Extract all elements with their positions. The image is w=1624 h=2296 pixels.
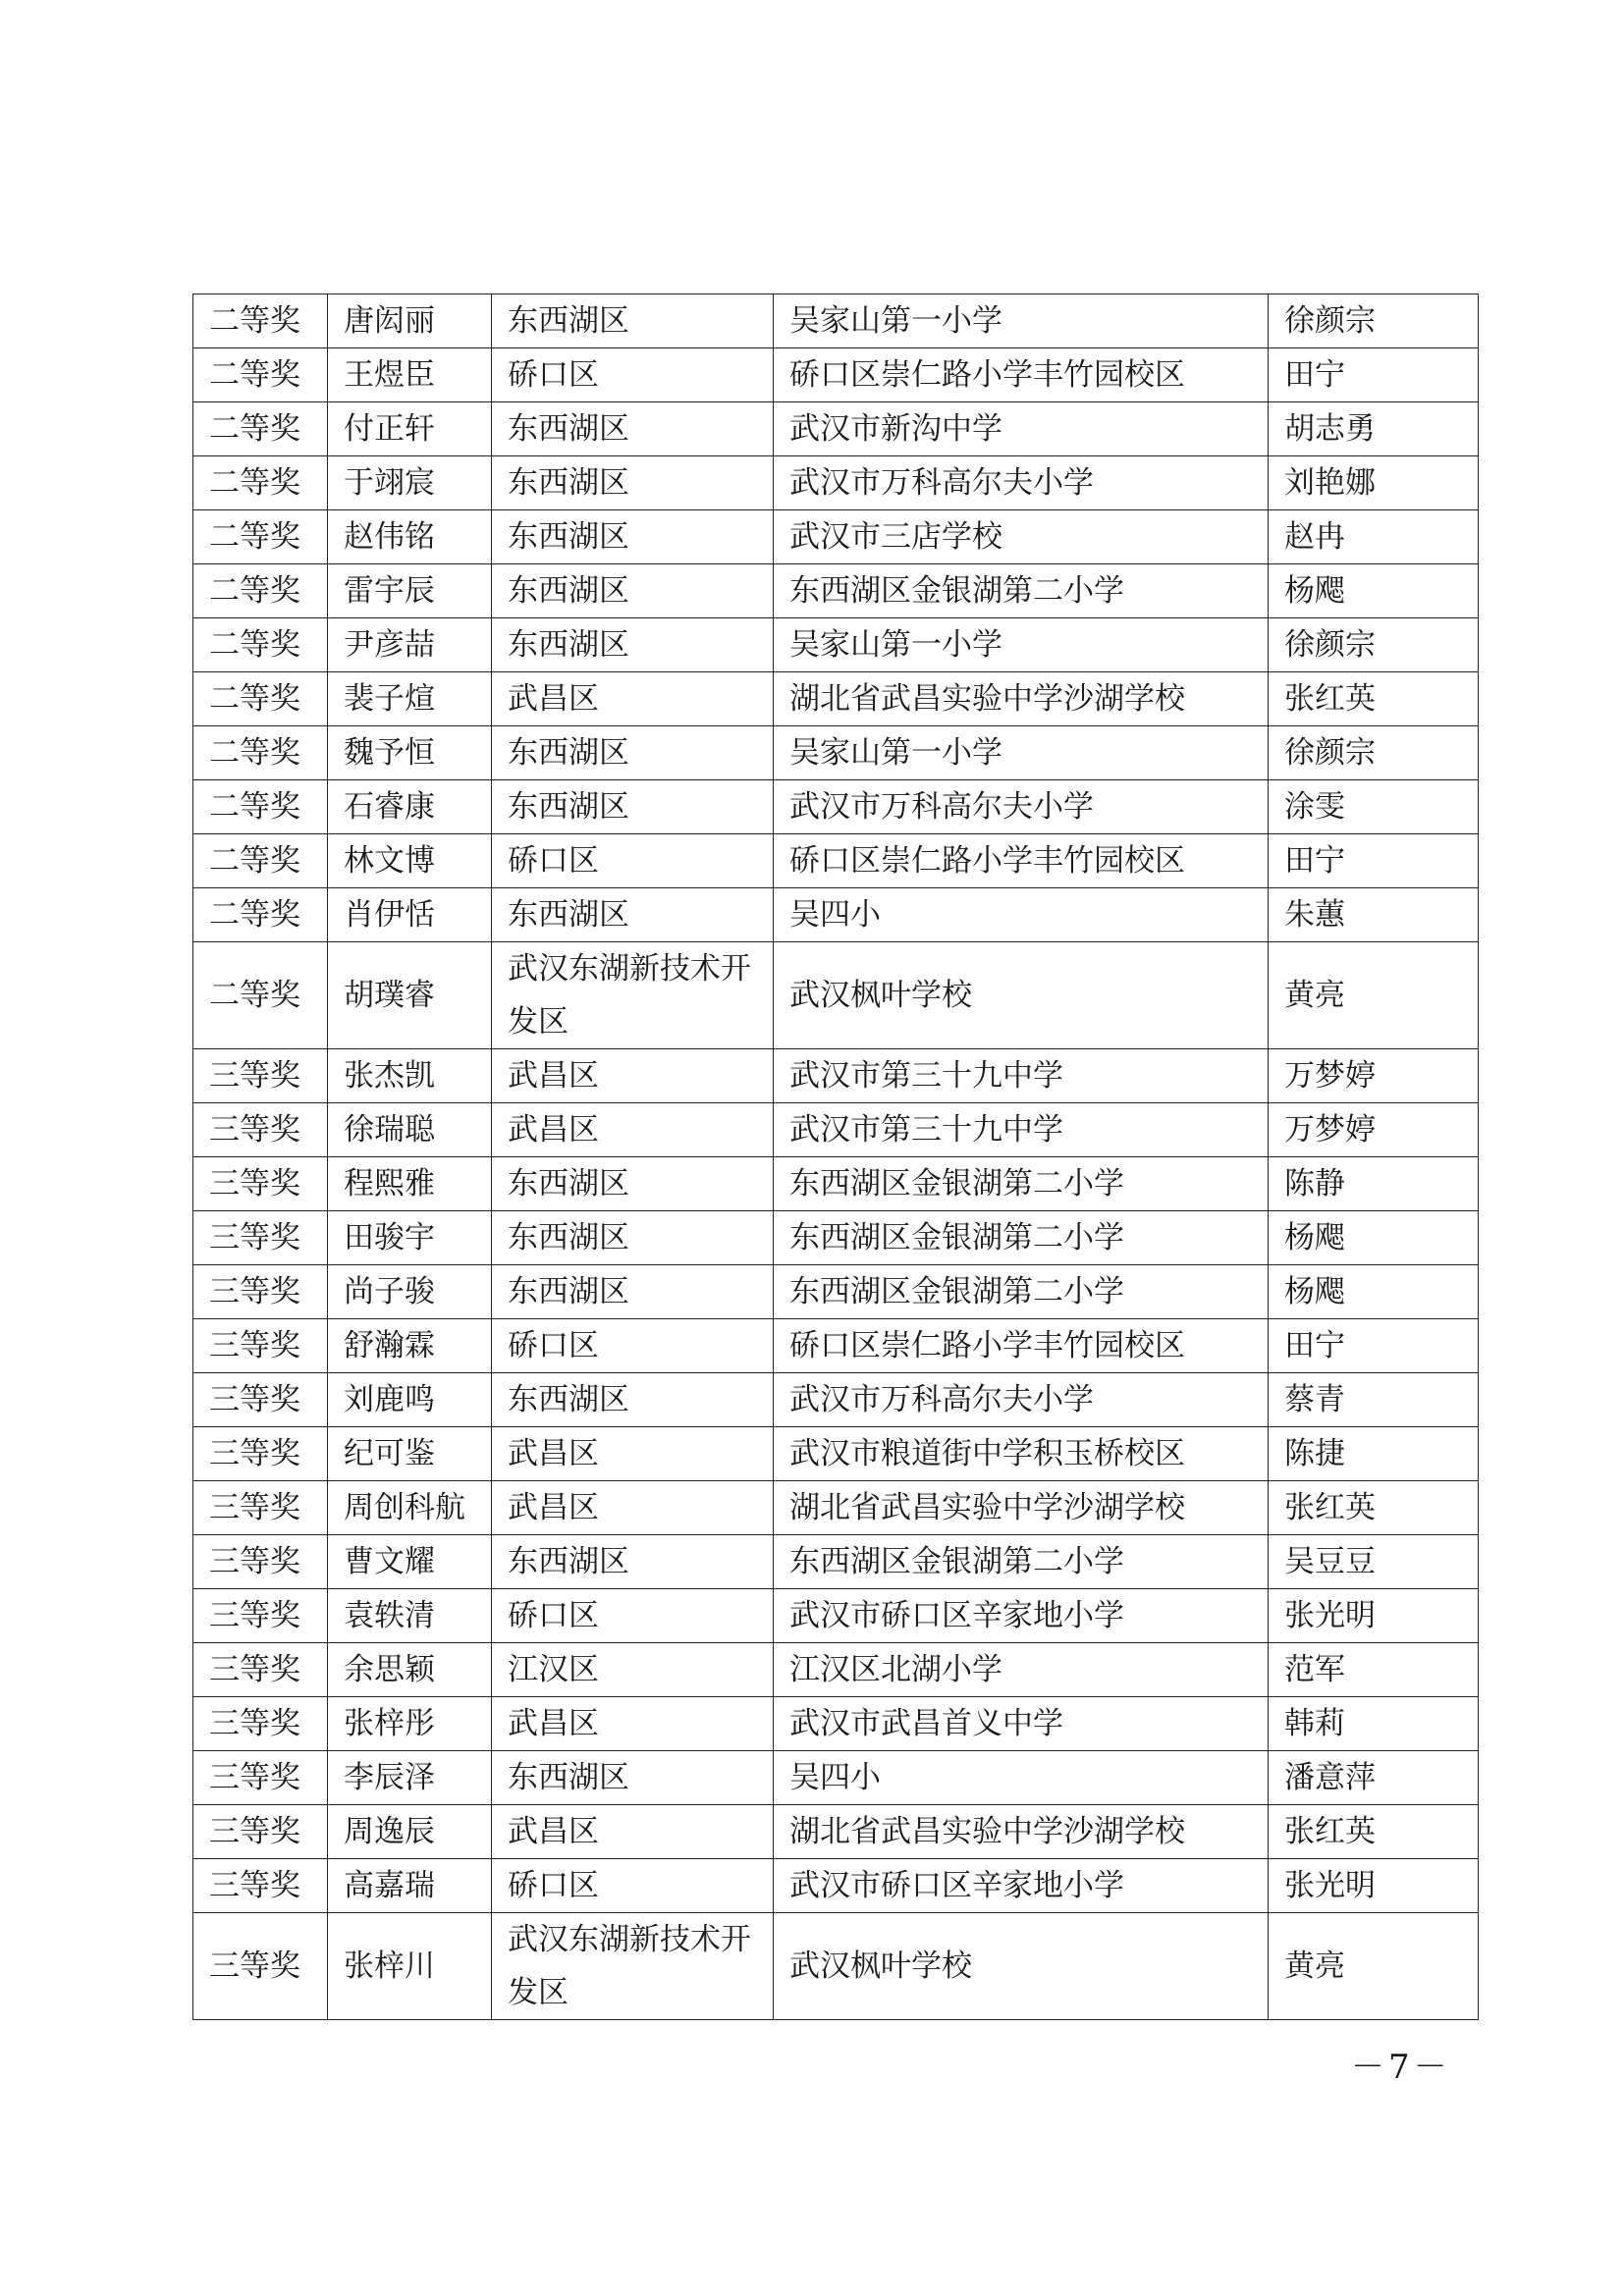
district-cell: 武昌区 bbox=[492, 1697, 774, 1751]
student-name-cell: 肖伊恬 bbox=[328, 888, 492, 942]
award-level-cell: 三等奖 bbox=[193, 1697, 328, 1751]
district-cell: 武汉东湖新技术开发区 bbox=[492, 942, 774, 1049]
student-name-cell: 付正轩 bbox=[328, 402, 492, 456]
table-row bbox=[193, 1265, 1479, 1319]
table-row bbox=[193, 456, 1479, 510]
table-row bbox=[193, 1049, 1479, 1103]
school-cell: 吴四小 bbox=[774, 888, 1269, 942]
student-name-cell: 裴子煊 bbox=[328, 672, 492, 726]
student-name-cell: 程熙雅 bbox=[328, 1157, 492, 1211]
table-row bbox=[193, 672, 1479, 726]
student-name-cell: 胡璞睿 bbox=[328, 942, 492, 1049]
teacher-cell: 吴豆豆 bbox=[1269, 1535, 1479, 1589]
award-level-cell: 三等奖 bbox=[193, 1913, 328, 2020]
teacher-cell: 黄亮 bbox=[1269, 1913, 1479, 2020]
school-cell: 硚口区崇仁路小学丰竹园校区 bbox=[774, 348, 1269, 402]
award-level-cell: 二等奖 bbox=[193, 780, 328, 834]
table-row bbox=[193, 402, 1479, 456]
award-level-cell: 二等奖 bbox=[193, 888, 328, 942]
school-cell: 硚口区崇仁路小学丰竹园校区 bbox=[774, 834, 1269, 888]
teacher-cell: 刘艳娜 bbox=[1269, 456, 1479, 510]
school-cell: 硚口区崇仁路小学丰竹园校区 bbox=[774, 1319, 1269, 1373]
district-cell: 东西湖区 bbox=[492, 510, 774, 564]
district-cell: 东西湖区 bbox=[492, 1157, 774, 1211]
table-row bbox=[193, 1859, 1479, 1913]
district-cell: 硚口区 bbox=[492, 834, 774, 888]
school-cell: 东西湖区金银湖第二小学 bbox=[774, 564, 1269, 618]
district-cell: 东西湖区 bbox=[492, 780, 774, 834]
district-cell: 武昌区 bbox=[492, 1103, 774, 1157]
teacher-cell: 徐颜宗 bbox=[1269, 618, 1479, 672]
student-name-cell: 雷宇辰 bbox=[328, 564, 492, 618]
school-cell: 东西湖区金银湖第二小学 bbox=[774, 1211, 1269, 1265]
award-level-cell: 二等奖 bbox=[193, 294, 328, 348]
student-name-cell: 李辰泽 bbox=[328, 1751, 492, 1805]
school-cell: 武汉市三店学校 bbox=[774, 510, 1269, 564]
award-level-cell: 二等奖 bbox=[193, 942, 328, 1049]
district-cell: 东西湖区 bbox=[492, 564, 774, 618]
student-name-cell: 高嘉瑞 bbox=[328, 1859, 492, 1913]
school-cell: 吴家山第一小学 bbox=[774, 726, 1269, 780]
award-level-cell: 三等奖 bbox=[193, 1481, 328, 1535]
teacher-cell: 黄亮 bbox=[1269, 942, 1479, 1049]
table-row bbox=[193, 1157, 1479, 1211]
district-cell: 硚口区 bbox=[492, 1589, 774, 1643]
teacher-cell: 韩莉 bbox=[1269, 1697, 1479, 1751]
district-cell: 武昌区 bbox=[492, 1049, 774, 1103]
table-row bbox=[193, 1481, 1479, 1535]
school-cell: 江汉区北湖小学 bbox=[774, 1643, 1269, 1697]
award-level-cell: 二等奖 bbox=[193, 726, 328, 780]
teacher-cell: 涂雯 bbox=[1269, 780, 1479, 834]
district-cell: 武昌区 bbox=[492, 1805, 774, 1859]
teacher-cell: 朱蕙 bbox=[1269, 888, 1479, 942]
teacher-cell: 徐颜宗 bbox=[1269, 726, 1479, 780]
table-row bbox=[193, 1103, 1479, 1157]
table-row bbox=[193, 942, 1479, 1049]
teacher-cell: 杨飔 bbox=[1269, 564, 1479, 618]
district-cell: 武昌区 bbox=[492, 1481, 774, 1535]
student-name-cell: 舒瀚霖 bbox=[328, 1319, 492, 1373]
student-name-cell: 唐闳丽 bbox=[328, 294, 492, 348]
award-level-cell: 三等奖 bbox=[193, 1157, 328, 1211]
award-level-cell: 三等奖 bbox=[193, 1535, 328, 1589]
student-name-cell: 曹文耀 bbox=[328, 1535, 492, 1589]
school-cell: 吴家山第一小学 bbox=[774, 618, 1269, 672]
district-cell: 东西湖区 bbox=[492, 456, 774, 510]
award-level-cell: 三等奖 bbox=[193, 1805, 328, 1859]
award-level-cell: 二等奖 bbox=[193, 564, 328, 618]
table-row bbox=[193, 564, 1479, 618]
teacher-cell: 田宁 bbox=[1269, 348, 1479, 402]
teacher-cell: 张光明 bbox=[1269, 1589, 1479, 1643]
table-row bbox=[193, 618, 1479, 672]
school-cell: 吴家山第一小学 bbox=[774, 294, 1269, 348]
student-name-cell: 袁轶清 bbox=[328, 1589, 492, 1643]
school-cell: 武汉市万科高尔夫小学 bbox=[774, 780, 1269, 834]
teacher-cell: 徐颜宗 bbox=[1269, 294, 1479, 348]
teacher-cell: 陈静 bbox=[1269, 1157, 1479, 1211]
school-cell: 武汉市万科高尔夫小学 bbox=[774, 1373, 1269, 1427]
district-cell: 东西湖区 bbox=[492, 402, 774, 456]
award-level-cell: 三等奖 bbox=[193, 1589, 328, 1643]
teacher-cell: 万梦婷 bbox=[1269, 1103, 1479, 1157]
school-cell: 东西湖区金银湖第二小学 bbox=[774, 1535, 1269, 1589]
district-cell: 江汉区 bbox=[492, 1643, 774, 1697]
teacher-cell: 蔡青 bbox=[1269, 1373, 1479, 1427]
district-cell: 武汉东湖新技术开发区 bbox=[492, 1913, 774, 2020]
school-cell: 武汉市武昌首义中学 bbox=[774, 1697, 1269, 1751]
district-cell: 武昌区 bbox=[492, 1427, 774, 1481]
award-level-cell: 三等奖 bbox=[193, 1751, 328, 1805]
table-row bbox=[193, 888, 1479, 942]
table-row bbox=[193, 510, 1479, 564]
award-level-cell: 三等奖 bbox=[193, 1049, 328, 1103]
district-cell: 硚口区 bbox=[492, 348, 774, 402]
award-level-cell: 二等奖 bbox=[193, 402, 328, 456]
table-row bbox=[193, 726, 1479, 780]
district-cell: 东西湖区 bbox=[492, 1265, 774, 1319]
school-cell: 武汉市万科高尔夫小学 bbox=[774, 456, 1269, 510]
award-level-cell: 三等奖 bbox=[193, 1373, 328, 1427]
school-cell: 武汉枫叶学校 bbox=[774, 942, 1269, 1049]
student-name-cell: 徐瑞聪 bbox=[328, 1103, 492, 1157]
school-cell: 武汉市新沟中学 bbox=[774, 402, 1269, 456]
table-row bbox=[193, 1319, 1479, 1373]
table-row bbox=[193, 1427, 1479, 1481]
teacher-cell: 张红英 bbox=[1269, 1481, 1479, 1535]
teacher-cell: 潘意萍 bbox=[1269, 1751, 1479, 1805]
district-cell: 东西湖区 bbox=[492, 1535, 774, 1589]
award-rows bbox=[193, 294, 1479, 2020]
award-level-cell: 三等奖 bbox=[193, 1103, 328, 1157]
teacher-cell: 张光明 bbox=[1269, 1859, 1479, 1913]
school-cell: 东西湖区金银湖第二小学 bbox=[774, 1265, 1269, 1319]
district-cell: 东西湖区 bbox=[492, 726, 774, 780]
student-name-cell: 余思颖 bbox=[328, 1643, 492, 1697]
award-level-cell: 三等奖 bbox=[193, 1643, 328, 1697]
student-name-cell: 纪可鉴 bbox=[328, 1427, 492, 1481]
award-level-cell: 二等奖 bbox=[193, 348, 328, 402]
page-number: －7－ bbox=[1351, 2048, 1451, 2087]
award-level-cell: 二等奖 bbox=[193, 834, 328, 888]
student-name-cell: 于翊宸 bbox=[328, 456, 492, 510]
student-name-cell: 尹彦喆 bbox=[328, 618, 492, 672]
district-cell: 东西湖区 bbox=[492, 1211, 774, 1265]
student-name-cell: 王煜臣 bbox=[328, 348, 492, 402]
district-cell: 硚口区 bbox=[492, 1859, 774, 1913]
school-cell: 东西湖区金银湖第二小学 bbox=[774, 1157, 1269, 1211]
district-cell: 武昌区 bbox=[492, 672, 774, 726]
student-name-cell: 田骏宇 bbox=[328, 1211, 492, 1265]
school-cell: 武汉市第三十九中学 bbox=[774, 1049, 1269, 1103]
table-row bbox=[193, 1643, 1479, 1697]
table-row bbox=[193, 834, 1479, 888]
school-cell: 武汉枫叶学校 bbox=[774, 1913, 1269, 2020]
teacher-cell: 陈捷 bbox=[1269, 1427, 1479, 1481]
district-cell: 东西湖区 bbox=[492, 618, 774, 672]
district-cell: 硚口区 bbox=[492, 1319, 774, 1373]
teacher-cell: 杨飔 bbox=[1269, 1265, 1479, 1319]
teacher-cell: 张红英 bbox=[1269, 1805, 1479, 1859]
student-name-cell: 赵伟铭 bbox=[328, 510, 492, 564]
table-row bbox=[193, 1535, 1479, 1589]
student-name-cell: 周逸辰 bbox=[328, 1805, 492, 1859]
table-row bbox=[193, 1589, 1479, 1643]
table-row bbox=[193, 1751, 1479, 1805]
teacher-cell: 范军 bbox=[1269, 1643, 1479, 1697]
student-name-cell: 张梓川 bbox=[328, 1913, 492, 2020]
award-level-cell: 二等奖 bbox=[193, 510, 328, 564]
award-level-cell: 三等奖 bbox=[193, 1319, 328, 1373]
award-level-cell: 三等奖 bbox=[193, 1427, 328, 1481]
award-level-cell: 三等奖 bbox=[193, 1265, 328, 1319]
district-cell: 东西湖区 bbox=[492, 294, 774, 348]
teacher-cell: 赵冉 bbox=[1269, 510, 1479, 564]
award-table bbox=[192, 294, 1479, 2020]
student-name-cell: 石睿康 bbox=[328, 780, 492, 834]
teacher-cell: 张红英 bbox=[1269, 672, 1479, 726]
teacher-cell: 田宁 bbox=[1269, 834, 1479, 888]
award-level-cell: 三等奖 bbox=[193, 1859, 328, 1913]
student-name-cell: 林文博 bbox=[328, 834, 492, 888]
award-level-cell: 二等奖 bbox=[193, 672, 328, 726]
table-row bbox=[193, 1211, 1479, 1265]
school-cell: 湖北省武昌实验中学沙湖学校 bbox=[774, 1805, 1269, 1859]
school-cell: 湖北省武昌实验中学沙湖学校 bbox=[774, 1481, 1269, 1535]
school-cell: 武汉市第三十九中学 bbox=[774, 1103, 1269, 1157]
district-cell: 东西湖区 bbox=[492, 1751, 774, 1805]
teacher-cell: 田宁 bbox=[1269, 1319, 1479, 1373]
teacher-cell: 杨飔 bbox=[1269, 1211, 1479, 1265]
award-level-cell: 二等奖 bbox=[193, 618, 328, 672]
award-level-cell: 二等奖 bbox=[193, 456, 328, 510]
school-cell: 武汉市硚口区辛家地小学 bbox=[774, 1859, 1269, 1913]
award-level-cell: 三等奖 bbox=[193, 1211, 328, 1265]
teacher-cell: 万梦婷 bbox=[1269, 1049, 1479, 1103]
district-cell: 东西湖区 bbox=[492, 888, 774, 942]
table-row bbox=[193, 348, 1479, 402]
school-cell: 武汉市硚口区辛家地小学 bbox=[774, 1589, 1269, 1643]
table-row bbox=[193, 294, 1479, 348]
district-cell: 东西湖区 bbox=[492, 1373, 774, 1427]
table-row bbox=[193, 1805, 1479, 1859]
student-name-cell: 刘鹿鸣 bbox=[328, 1373, 492, 1427]
table-row bbox=[193, 1697, 1479, 1751]
student-name-cell: 周创科航 bbox=[328, 1481, 492, 1535]
student-name-cell: 魏予恒 bbox=[328, 726, 492, 780]
school-cell: 武汉市粮道街中学积玉桥校区 bbox=[774, 1427, 1269, 1481]
school-cell: 吴四小 bbox=[774, 1751, 1269, 1805]
teacher-cell: 胡志勇 bbox=[1269, 402, 1479, 456]
student-name-cell: 张杰凯 bbox=[328, 1049, 492, 1103]
student-name-cell: 尚子骏 bbox=[328, 1265, 492, 1319]
table-row bbox=[193, 1913, 1479, 2020]
student-name-cell: 张梓彤 bbox=[328, 1697, 492, 1751]
table-row bbox=[193, 780, 1479, 834]
school-cell: 湖北省武昌实验中学沙湖学校 bbox=[774, 672, 1269, 726]
table-row bbox=[193, 1373, 1479, 1427]
